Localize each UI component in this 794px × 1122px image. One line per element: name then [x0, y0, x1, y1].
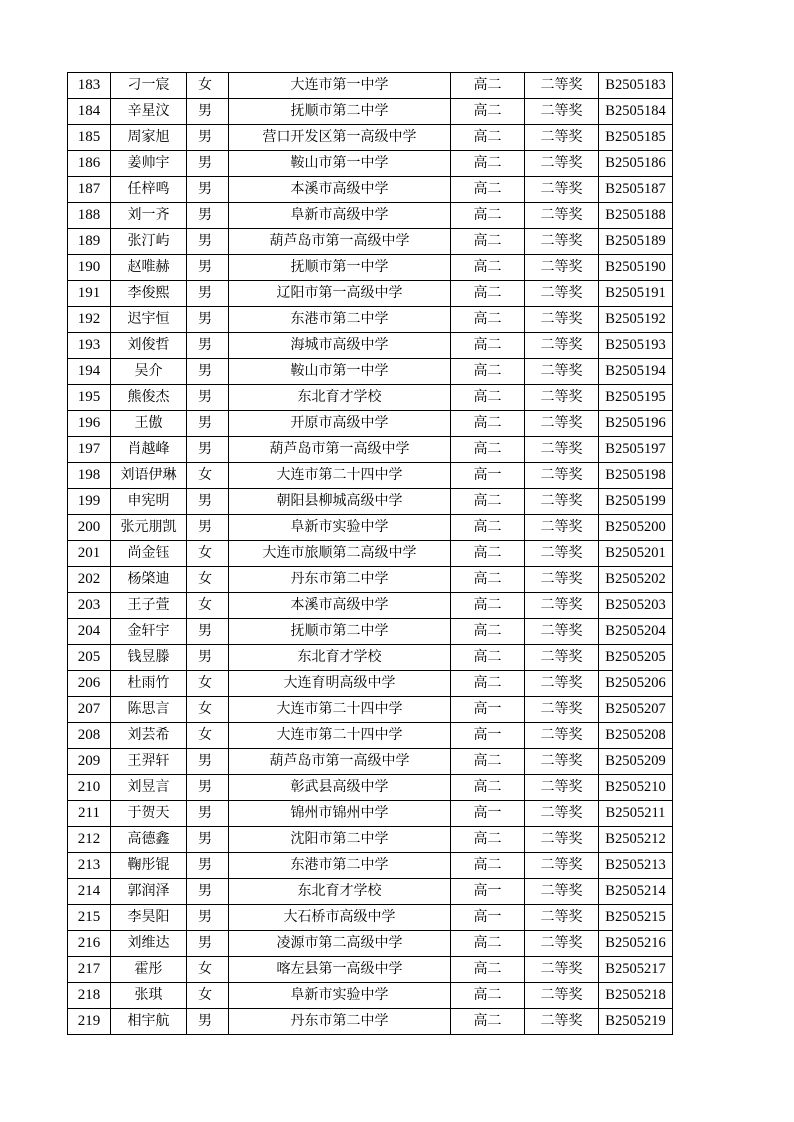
- school-name: 喀左县第一高级中学: [229, 957, 451, 983]
- school-name: 锦州市锦州中学: [229, 801, 451, 827]
- grade-level: 高二: [451, 567, 525, 593]
- student-name: 相宇航: [111, 1009, 187, 1035]
- student-gender: 男: [187, 411, 229, 437]
- student-gender: 男: [187, 125, 229, 151]
- certificate-id: B2505212: [599, 827, 673, 853]
- student-gender: 女: [187, 671, 229, 697]
- student-name: 王羿轩: [111, 749, 187, 775]
- award-level: 二等奖: [525, 515, 599, 541]
- certificate-id: B2505204: [599, 619, 673, 645]
- row-number: 207: [68, 697, 111, 723]
- school-name: 鞍山市第一中学: [229, 359, 451, 385]
- award-level: 二等奖: [525, 359, 599, 385]
- certificate-id: B2505197: [599, 437, 673, 463]
- student-name: 于贺天: [111, 801, 187, 827]
- school-name: 东北育才学校: [229, 645, 451, 671]
- school-name: 阜新市实验中学: [229, 983, 451, 1009]
- grade-level: 高二: [451, 99, 525, 125]
- student-name: 刘芸希: [111, 723, 187, 749]
- row-number: 195: [68, 385, 111, 411]
- grade-level: 高二: [451, 853, 525, 879]
- table-row: [68, 619, 673, 645]
- row-number: 208: [68, 723, 111, 749]
- award-level: 二等奖: [525, 203, 599, 229]
- student-gender: 男: [187, 385, 229, 411]
- grade-level: 高二: [451, 489, 525, 515]
- row-number: 188: [68, 203, 111, 229]
- grade-level: 高二: [451, 437, 525, 463]
- school-name: 阜新市高级中学: [229, 203, 451, 229]
- table-row: [68, 645, 673, 671]
- grade-level: 高二: [451, 541, 525, 567]
- student-gender: 男: [187, 645, 229, 671]
- school-name: 朝阳县柳城高级中学: [229, 489, 451, 515]
- student-gender: 女: [187, 541, 229, 567]
- certificate-id: B2505198: [599, 463, 673, 489]
- award-level: 二等奖: [525, 619, 599, 645]
- award-level: 二等奖: [525, 671, 599, 697]
- table-row: [68, 827, 673, 853]
- student-name: 刘一齐: [111, 203, 187, 229]
- student-gender: 男: [187, 1009, 229, 1035]
- school-name: 鞍山市第一中学: [229, 151, 451, 177]
- student-gender: 男: [187, 853, 229, 879]
- table-row: [68, 73, 673, 99]
- grade-level: 高二: [451, 957, 525, 983]
- grade-level: 高二: [451, 515, 525, 541]
- grade-level: 高一: [451, 697, 525, 723]
- school-name: 抚顺市第一中学: [229, 255, 451, 281]
- table-row: [68, 931, 673, 957]
- student-gender: 女: [187, 593, 229, 619]
- grade-level: 高二: [451, 203, 525, 229]
- student-gender: 男: [187, 775, 229, 801]
- row-number: 216: [68, 931, 111, 957]
- student-gender: 女: [187, 983, 229, 1009]
- award-level: 二等奖: [525, 411, 599, 437]
- grade-level: 高二: [451, 645, 525, 671]
- school-name: 辽阳市第一高级中学: [229, 281, 451, 307]
- student-name: 迟宇恒: [111, 307, 187, 333]
- student-name: 刘昱言: [111, 775, 187, 801]
- row-number: 209: [68, 749, 111, 775]
- student-name: 杨棨迪: [111, 567, 187, 593]
- table-row: [68, 281, 673, 307]
- student-name: 肖越峰: [111, 437, 187, 463]
- certificate-id: B2505214: [599, 879, 673, 905]
- row-number: 201: [68, 541, 111, 567]
- certificate-id: B2505183: [599, 73, 673, 99]
- award-level: 二等奖: [525, 281, 599, 307]
- school-name: 沈阳市第二中学: [229, 827, 451, 853]
- school-name: 大连市旅顺第二高级中学: [229, 541, 451, 567]
- award-level: 二等奖: [525, 307, 599, 333]
- row-number: 204: [68, 619, 111, 645]
- school-name: 抚顺市第二中学: [229, 619, 451, 645]
- table-row: [68, 983, 673, 1009]
- certificate-id: B2505199: [599, 489, 673, 515]
- grade-level: 高二: [451, 411, 525, 437]
- table-row: [68, 775, 673, 801]
- award-level: 二等奖: [525, 125, 599, 151]
- student-name: 金轩宇: [111, 619, 187, 645]
- table-row: [68, 333, 673, 359]
- award-level: 二等奖: [525, 957, 599, 983]
- student-name: 张元朋凯: [111, 515, 187, 541]
- school-name: 东北育才学校: [229, 879, 451, 905]
- table-row: [68, 723, 673, 749]
- row-number: 215: [68, 905, 111, 931]
- row-number: 191: [68, 281, 111, 307]
- table-row: [68, 151, 673, 177]
- row-number: 199: [68, 489, 111, 515]
- grade-level: 高二: [451, 177, 525, 203]
- certificate-id: B2505219: [599, 1009, 673, 1035]
- row-number: 212: [68, 827, 111, 853]
- student-gender: 男: [187, 801, 229, 827]
- table-row: [68, 593, 673, 619]
- student-name: 张琪: [111, 983, 187, 1009]
- certificate-id: B2505185: [599, 125, 673, 151]
- table-row: [68, 957, 673, 983]
- student-name: 申宪明: [111, 489, 187, 515]
- certificate-id: B2505190: [599, 255, 673, 281]
- certificate-id: B2505195: [599, 385, 673, 411]
- student-name: 王傲: [111, 411, 187, 437]
- student-gender: 男: [187, 359, 229, 385]
- school-name: 彰武县高级中学: [229, 775, 451, 801]
- grade-level: 高二: [451, 619, 525, 645]
- student-gender: 男: [187, 905, 229, 931]
- award-level: 二等奖: [525, 489, 599, 515]
- row-number: 190: [68, 255, 111, 281]
- table-row: [68, 541, 673, 567]
- grade-level: 高二: [451, 307, 525, 333]
- award-level: 二等奖: [525, 151, 599, 177]
- student-gender: 男: [187, 307, 229, 333]
- grade-level: 高一: [451, 801, 525, 827]
- grade-level: 高二: [451, 333, 525, 359]
- row-number: 192: [68, 307, 111, 333]
- certificate-id: B2505188: [599, 203, 673, 229]
- table-row: [68, 1009, 673, 1035]
- school-name: 大石桥市高级中学: [229, 905, 451, 931]
- grade-level: 高二: [451, 385, 525, 411]
- school-name: 东北育才学校: [229, 385, 451, 411]
- student-name: 刘俊哲: [111, 333, 187, 359]
- certificate-id: B2505191: [599, 281, 673, 307]
- school-name: 葫芦岛市第一高级中学: [229, 749, 451, 775]
- grade-level: 高一: [451, 723, 525, 749]
- certificate-id: B2505203: [599, 593, 673, 619]
- table-row: [68, 567, 673, 593]
- table-row: [68, 853, 673, 879]
- grade-level: 高二: [451, 151, 525, 177]
- student-gender: 男: [187, 931, 229, 957]
- table-row: [68, 515, 673, 541]
- table-row: [68, 255, 673, 281]
- student-name: 姜帅宇: [111, 151, 187, 177]
- award-level: 二等奖: [525, 749, 599, 775]
- certificate-id: B2505211: [599, 801, 673, 827]
- row-number: 205: [68, 645, 111, 671]
- school-name: 开原市高级中学: [229, 411, 451, 437]
- certificate-id: B2505192: [599, 307, 673, 333]
- table-row: [68, 463, 673, 489]
- table-row: [68, 359, 673, 385]
- row-number: 211: [68, 801, 111, 827]
- table-row: [68, 385, 673, 411]
- table-row: [68, 879, 673, 905]
- certificate-id: B2505207: [599, 697, 673, 723]
- student-gender: 男: [187, 879, 229, 905]
- table-row: [68, 671, 673, 697]
- award-level: 二等奖: [525, 775, 599, 801]
- grade-level: 高二: [451, 73, 525, 99]
- student-gender: 男: [187, 229, 229, 255]
- award-level: 二等奖: [525, 255, 599, 281]
- row-number: 187: [68, 177, 111, 203]
- table-row: [68, 411, 673, 437]
- row-number: 196: [68, 411, 111, 437]
- certificate-id: B2505218: [599, 983, 673, 1009]
- award-level: 二等奖: [525, 437, 599, 463]
- student-gender: 男: [187, 437, 229, 463]
- student-name: 钱昱滕: [111, 645, 187, 671]
- award-level: 二等奖: [525, 801, 599, 827]
- award-level: 二等奖: [525, 385, 599, 411]
- row-number: 206: [68, 671, 111, 697]
- award-level: 二等奖: [525, 827, 599, 853]
- award-level: 二等奖: [525, 463, 599, 489]
- school-name: 大连育明高级中学: [229, 671, 451, 697]
- school-name: 阜新市实验中学: [229, 515, 451, 541]
- award-level: 二等奖: [525, 73, 599, 99]
- school-name: 凌源市第二高级中学: [229, 931, 451, 957]
- certificate-id: B2505217: [599, 957, 673, 983]
- student-name: 吴介: [111, 359, 187, 385]
- table-row: [68, 203, 673, 229]
- student-name: 刁一宸: [111, 73, 187, 99]
- student-gender: 男: [187, 489, 229, 515]
- student-gender: 女: [187, 723, 229, 749]
- row-number: 183: [68, 73, 111, 99]
- table-row: [68, 905, 673, 931]
- award-level: 二等奖: [525, 177, 599, 203]
- student-name: 王子萱: [111, 593, 187, 619]
- grade-level: 高二: [451, 255, 525, 281]
- award-level: 二等奖: [525, 333, 599, 359]
- award-table: [67, 72, 673, 1035]
- award-level: 二等奖: [525, 697, 599, 723]
- grade-level: 高一: [451, 879, 525, 905]
- award-rows: [68, 73, 673, 1035]
- student-name: 张汀屿: [111, 229, 187, 255]
- student-gender: 男: [187, 203, 229, 229]
- grade-level: 高二: [451, 775, 525, 801]
- table-row: [68, 177, 673, 203]
- school-name: 丹东市第二中学: [229, 567, 451, 593]
- student-name: 赵唯赫: [111, 255, 187, 281]
- certificate-id: B2505201: [599, 541, 673, 567]
- student-name: 尚金钰: [111, 541, 187, 567]
- row-number: 197: [68, 437, 111, 463]
- school-name: 东港市第二中学: [229, 853, 451, 879]
- certificate-id: B2505208: [599, 723, 673, 749]
- certificate-id: B2505187: [599, 177, 673, 203]
- grade-level: 高二: [451, 359, 525, 385]
- award-level: 二等奖: [525, 1009, 599, 1035]
- row-number: 184: [68, 99, 111, 125]
- school-name: 大连市第二十四中学: [229, 463, 451, 489]
- grade-level: 高二: [451, 593, 525, 619]
- award-level: 二等奖: [525, 541, 599, 567]
- student-name: 任梓鸣: [111, 177, 187, 203]
- student-gender: 男: [187, 619, 229, 645]
- row-number: 218: [68, 983, 111, 1009]
- award-level: 二等奖: [525, 931, 599, 957]
- certificate-id: B2505215: [599, 905, 673, 931]
- student-name: 李昊阳: [111, 905, 187, 931]
- award-level: 二等奖: [525, 229, 599, 255]
- certificate-id: B2505216: [599, 931, 673, 957]
- student-gender: 男: [187, 333, 229, 359]
- row-number: 210: [68, 775, 111, 801]
- school-name: 海城市高级中学: [229, 333, 451, 359]
- student-name: 高德鑫: [111, 827, 187, 853]
- grade-level: 高二: [451, 125, 525, 151]
- student-gender: 女: [187, 463, 229, 489]
- row-number: 202: [68, 567, 111, 593]
- row-number: 194: [68, 359, 111, 385]
- table-row: [68, 437, 673, 463]
- school-name: 本溪市高级中学: [229, 593, 451, 619]
- student-gender: 女: [187, 697, 229, 723]
- school-name: 抚顺市第二中学: [229, 99, 451, 125]
- grade-level: 高二: [451, 931, 525, 957]
- table-row: [68, 99, 673, 125]
- table-row: [68, 697, 673, 723]
- table-row: [68, 229, 673, 255]
- student-gender: 男: [187, 151, 229, 177]
- school-name: 丹东市第二中学: [229, 1009, 451, 1035]
- row-number: 193: [68, 333, 111, 359]
- student-gender: 男: [187, 281, 229, 307]
- grade-level: 高二: [451, 749, 525, 775]
- school-name: 葫芦岛市第一高级中学: [229, 229, 451, 255]
- award-level: 二等奖: [525, 879, 599, 905]
- row-number: 217: [68, 957, 111, 983]
- grade-level: 高一: [451, 463, 525, 489]
- grade-level: 高二: [451, 827, 525, 853]
- certificate-id: B2505193: [599, 333, 673, 359]
- student-name: 鞠彤锟: [111, 853, 187, 879]
- certificate-id: B2505213: [599, 853, 673, 879]
- student-gender: 男: [187, 177, 229, 203]
- grade-level: 高二: [451, 1009, 525, 1035]
- grade-level: 高二: [451, 281, 525, 307]
- school-name: 大连市第二十四中学: [229, 697, 451, 723]
- student-name: 杜雨竹: [111, 671, 187, 697]
- school-name: 本溪市高级中学: [229, 177, 451, 203]
- table-row: [68, 801, 673, 827]
- row-number: 185: [68, 125, 111, 151]
- student-gender: 男: [187, 255, 229, 281]
- row-number: 213: [68, 853, 111, 879]
- award-level: 二等奖: [525, 567, 599, 593]
- school-name: 营口开发区第一高级中学: [229, 125, 451, 151]
- certificate-id: B2505206: [599, 671, 673, 697]
- school-name: 大连市第二十四中学: [229, 723, 451, 749]
- school-name: 大连市第一中学: [229, 73, 451, 99]
- student-name: 熊俊杰: [111, 385, 187, 411]
- grade-level: 高二: [451, 983, 525, 1009]
- award-level: 二等奖: [525, 983, 599, 1009]
- student-name: 郭润泽: [111, 879, 187, 905]
- student-gender: 男: [187, 99, 229, 125]
- award-level: 二等奖: [525, 853, 599, 879]
- student-gender: 女: [187, 957, 229, 983]
- row-number: 214: [68, 879, 111, 905]
- table-row: [68, 489, 673, 515]
- grade-level: 高一: [451, 905, 525, 931]
- school-name: 东港市第二中学: [229, 307, 451, 333]
- certificate-id: B2505210: [599, 775, 673, 801]
- student-name: 辛星汶: [111, 99, 187, 125]
- certificate-id: B2505194: [599, 359, 673, 385]
- certificate-id: B2505186: [599, 151, 673, 177]
- student-name: 刘维达: [111, 931, 187, 957]
- certificate-id: B2505196: [599, 411, 673, 437]
- row-number: 186: [68, 151, 111, 177]
- grade-level: 高二: [451, 229, 525, 255]
- student-gender: 女: [187, 73, 229, 99]
- row-number: 189: [68, 229, 111, 255]
- award-level: 二等奖: [525, 905, 599, 931]
- student-gender: 男: [187, 827, 229, 853]
- student-name: 陈思言: [111, 697, 187, 723]
- student-name: 刘语伊琳: [111, 463, 187, 489]
- table-row: [68, 749, 673, 775]
- certificate-id: B2505205: [599, 645, 673, 671]
- row-number: 198: [68, 463, 111, 489]
- student-gender: 女: [187, 567, 229, 593]
- award-level: 二等奖: [525, 99, 599, 125]
- row-number: 200: [68, 515, 111, 541]
- table-row: [68, 125, 673, 151]
- certificate-id: B2505209: [599, 749, 673, 775]
- student-name: 李俊熙: [111, 281, 187, 307]
- grade-level: 高二: [451, 671, 525, 697]
- award-level: 二等奖: [525, 645, 599, 671]
- table-row: [68, 307, 673, 333]
- award-level: 二等奖: [525, 593, 599, 619]
- certificate-id: B2505200: [599, 515, 673, 541]
- row-number: 219: [68, 1009, 111, 1035]
- student-gender: 男: [187, 749, 229, 775]
- award-level: 二等奖: [525, 723, 599, 749]
- student-gender: 男: [187, 515, 229, 541]
- student-name: 霍彤: [111, 957, 187, 983]
- school-name: 葫芦岛市第一高级中学: [229, 437, 451, 463]
- certificate-id: B2505202: [599, 567, 673, 593]
- certificate-id: B2505189: [599, 229, 673, 255]
- row-number: 203: [68, 593, 111, 619]
- student-name: 周家旭: [111, 125, 187, 151]
- certificate-id: B2505184: [599, 99, 673, 125]
